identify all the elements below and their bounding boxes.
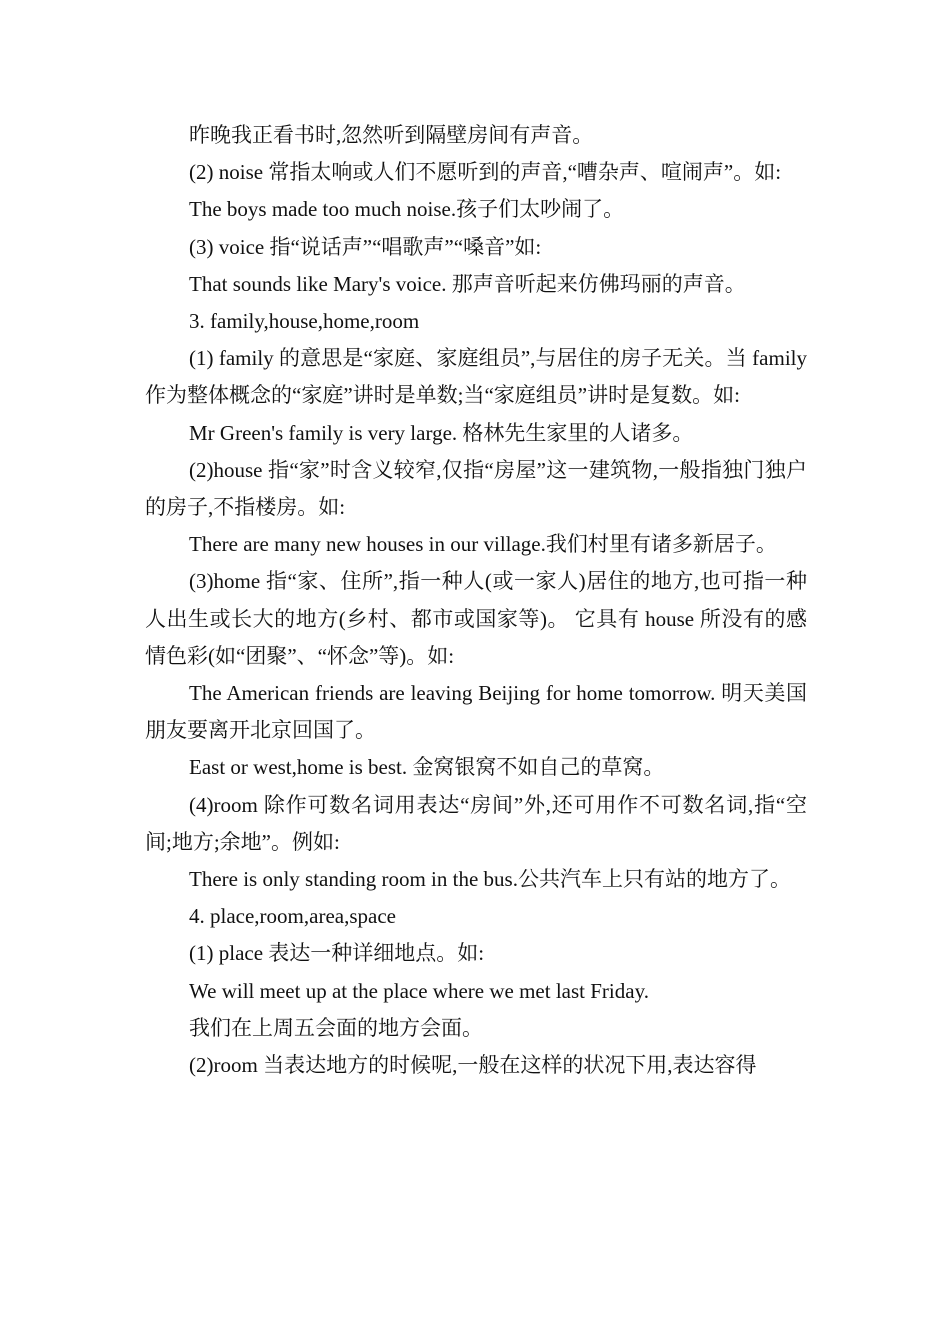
paragraph: There is only standing room in the bus.公共汽车上只有站的地方了。 <box>189 867 791 892</box>
paragraph: The boys made too much noise.孩子们太吵闹了。 <box>189 197 625 222</box>
paragraph: (3)home 指“家、住所”,指一种人(或一家人)居住的地方,也可指一种人出生或长大的地方(乡村、都市或国家等)。 它具有 house 所没有的感情色彩(如“团聚”、“怀念”等)。如: <box>145 569 807 668</box>
paragraph: We will meet up at the place where we met last Friday. <box>189 978 649 1003</box>
section-heading: 4. place,room,area,space <box>189 904 396 929</box>
paragraph: There are many new houses in our village.我们村里有诸多新居子。 <box>189 532 777 557</box>
paragraph: That sounds like Mary's voice. 那声音听起来仿佛玛丽的声音。 <box>189 271 746 296</box>
paragraph: (4)room 除作可数名词用表达“房间”外,还可用作不可数名词,指“空间;地方;余地”。例如: <box>145 792 807 854</box>
paragraph: (2) noise 常指太响或人们不愿听到的声音,“嘈杂声、喧闹声”。如: <box>189 160 782 185</box>
document-page <box>145 117 807 1084</box>
paragraph: (2)room 当表达地方的时候呢,一般在这样的状况下用,表达容得 <box>189 1053 757 1078</box>
paragraph: The American friends are leaving Beijing for home tomorrow. 明天美国朋友要离开北京回国了。 <box>145 681 807 743</box>
paragraph: (1) family 的意思是“家庭、家庭组员”,与居住的房子无关。当 family 作为整体概念的“家庭”讲时是单数;当“家庭组员”讲时是复数。如: <box>145 346 807 408</box>
section-heading: 3. family,house,home,room <box>189 309 420 334</box>
paragraph: (3) voice 指“说话声”“唱歌声”“嗓音”如: <box>189 234 542 259</box>
paragraph: 昨晚我正看书时,忽然听到隔壁房间有声音。 <box>189 123 594 147</box>
paragraph: (2)house 指“家”时含义较窄,仅指“房屋”这一建筑物,一般指独门独户的房子,不指楼房。如: <box>145 457 807 520</box>
paragraph: 我们在上周五会面的地方会面。 <box>189 1015 483 1040</box>
paragraph: (1) place 表达一种详细地点。如: <box>189 941 485 966</box>
paragraph: East or west,home is best. 金窝银窝不如自己的草窝。 <box>189 755 665 780</box>
paragraph: Mr Green's family is very large. 格林先生家里的人诸多。 <box>189 420 694 445</box>
